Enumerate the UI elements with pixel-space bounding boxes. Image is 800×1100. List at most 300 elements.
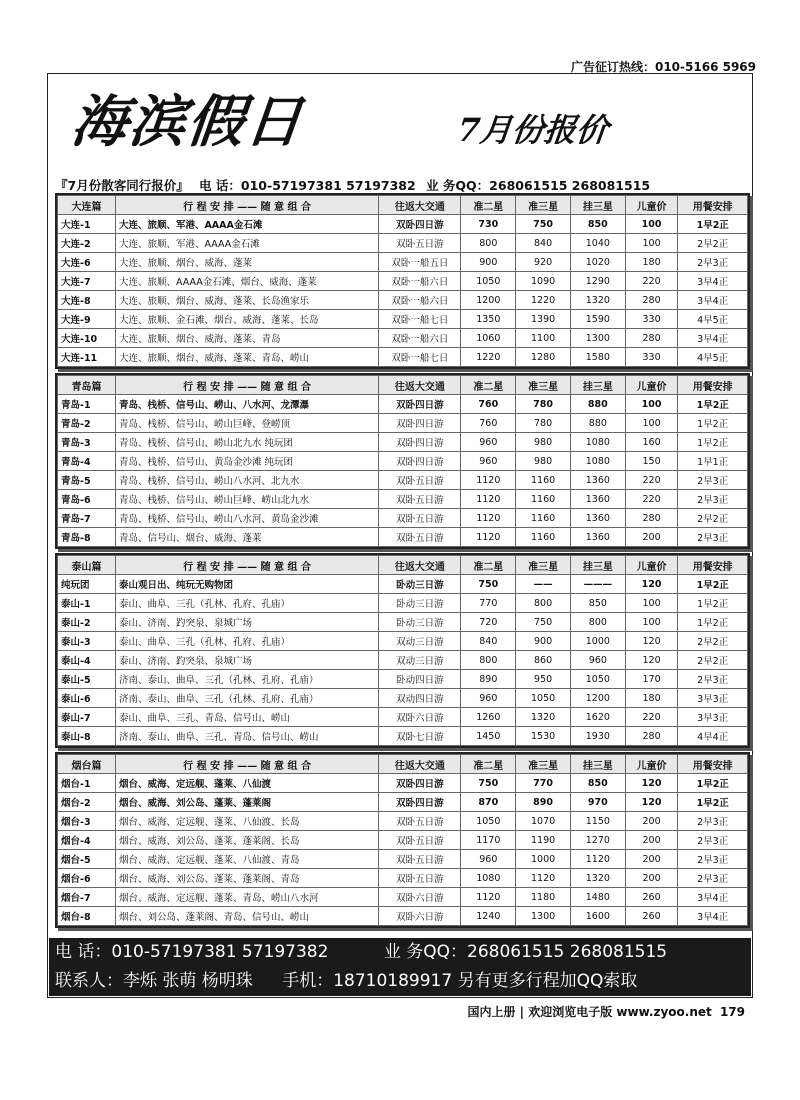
route-text: 大连、旅顺、烟台、威海、蓬莱、青岛	[115, 329, 378, 348]
price-2star: 890	[461, 670, 516, 689]
section-table	[55, 193, 750, 369]
table-row	[58, 774, 748, 793]
route-text: 青岛、栈桥、信号山、崂山八水河、北九水	[115, 471, 378, 490]
arrange-header: 行 程 安 排 —— 随 意 组 合	[115, 556, 378, 575]
section-name: 泰山篇	[58, 556, 116, 575]
header-meal: 用餐安排	[678, 755, 748, 774]
price-3star: 1070	[516, 812, 571, 831]
price-listed-3star: 850	[570, 774, 625, 793]
header-p2: 准二星	[461, 755, 516, 774]
route-code: 大连-11	[58, 348, 116, 367]
route-code: 青岛-8	[58, 528, 116, 547]
meal-cell: 2早2正	[678, 234, 748, 253]
brand-title: 海滨假日	[68, 89, 308, 155]
header-p2: 准二星	[461, 196, 516, 215]
table-row	[58, 708, 748, 727]
price-2star: 960	[461, 452, 516, 471]
table-row	[58, 632, 748, 651]
price-listed-3star: 1050	[570, 670, 625, 689]
child-price: 100	[625, 594, 678, 613]
child-price: 220	[625, 272, 678, 291]
child-price: 120	[625, 651, 678, 670]
traffic-cell: 双卧五日游	[379, 490, 461, 509]
route-code: 烟台-4	[58, 831, 116, 850]
route-text: 济南、泰山、曲阜、三孔（孔林、孔府、孔庙）	[115, 689, 378, 708]
table-row	[58, 215, 748, 234]
table-row	[58, 509, 748, 528]
price-2star: 720	[461, 613, 516, 632]
route-code: 大连-6	[58, 253, 116, 272]
meal-cell: 3早4正	[678, 888, 748, 907]
price-2star: 760	[461, 395, 516, 414]
child-price: 260	[625, 888, 678, 907]
meal-cell: 2早3正	[678, 869, 748, 888]
child-price: 200	[625, 831, 678, 850]
child-price: 120	[625, 575, 678, 594]
route-text: 泰山、济南、趵突泉、泉城广场	[115, 613, 378, 632]
header-meal: 用餐安排	[678, 556, 748, 575]
price-3star: 980	[516, 452, 571, 471]
contact-phone: 电 话：010-57197381 57197382	[199, 178, 416, 193]
route-code: 大连-2	[58, 234, 116, 253]
price-listed-3star: 1040	[570, 234, 625, 253]
traffic-cell: 双卧六日游	[379, 888, 461, 907]
route-text: 青岛、栈桥、信号山、崂山巨峰、崂山北九水	[115, 490, 378, 509]
price-listed-3star: 1150	[570, 812, 625, 831]
section-name: 烟台篇	[58, 755, 116, 774]
route-text: 烟台、威海、刘公岛、蓬莱、蓬莱阁、青岛	[115, 869, 378, 888]
child-price: 220	[625, 490, 678, 509]
price-3star: 1160	[516, 509, 571, 528]
traffic-cell: 双卧四日游	[379, 774, 461, 793]
price-2star: 960	[461, 850, 516, 869]
price-3star: 770	[516, 774, 571, 793]
route-text: 烟台、威海、定远舰、蓬莱、八仙渡	[115, 774, 378, 793]
price-3star: 900	[516, 632, 571, 651]
price-2star: 800	[461, 651, 516, 670]
header-p2: 准二星	[461, 556, 516, 575]
route-text: 大连、旅顺、烟台、威海、蓬莱、青岛、崂山	[115, 348, 378, 367]
price-listed-3star: 1590	[570, 310, 625, 329]
price-listed-3star: 960	[570, 651, 625, 670]
header-p3: 准三星	[516, 196, 571, 215]
price-2star: 1450	[461, 727, 516, 746]
table-row	[58, 850, 748, 869]
route-text: 烟台、威海、定远舰、蓬莱、八仙渡、青岛	[115, 850, 378, 869]
traffic-cell: 双卧五日游	[379, 869, 461, 888]
section-table	[55, 373, 750, 549]
meal-cell: 4早5正	[678, 310, 748, 329]
route-text: 青岛、信号山、烟台、威海、蓬莱	[115, 528, 378, 547]
price-listed-3star: 1320	[570, 291, 625, 310]
header-p2: 准二星	[461, 376, 516, 395]
traffic-cell: 双卧四日游	[379, 215, 461, 234]
price-listed-3star: 800	[570, 613, 625, 632]
table-row	[58, 414, 748, 433]
contact-bar	[55, 176, 745, 194]
header-pg: 挂三星	[570, 196, 625, 215]
price-2star: 1240	[461, 907, 516, 926]
route-text: 大连、旅顺、军港、AAAA金石滩	[115, 215, 378, 234]
price-2star: 960	[461, 689, 516, 708]
price-3star: 750	[516, 215, 571, 234]
route-text: 泰山观日出、纯玩无购物团	[115, 575, 378, 594]
price-3star: 890	[516, 793, 571, 812]
price-listed-3star: 850	[570, 215, 625, 234]
meal-cell: 3早3正	[678, 708, 748, 727]
child-price: 280	[625, 329, 678, 348]
meal-cell: 2早2正	[678, 632, 748, 651]
price-listed-3star: 1320	[570, 869, 625, 888]
route-text: 泰山、济南、趵突泉、泉城广场	[115, 651, 378, 670]
price-listed-3star: 1930	[570, 727, 625, 746]
header-p3: 准三星	[516, 556, 571, 575]
price-2star: 1050	[461, 812, 516, 831]
price-2star: 730	[461, 215, 516, 234]
price-3star: 1280	[516, 348, 571, 367]
table-row	[58, 613, 748, 632]
price-3star: 800	[516, 594, 571, 613]
meal-cell: 2早3正	[678, 812, 748, 831]
price-2star: 1220	[461, 348, 516, 367]
meal-cell: 2早3正	[678, 471, 748, 490]
child-price: 280	[625, 509, 678, 528]
footer-text: 国内上册 | 欢迎浏览电子版 www.zyoo.net	[467, 1005, 712, 1019]
price-listed-3star: 850	[570, 594, 625, 613]
table-row	[58, 329, 748, 348]
meal-cell: 3早4正	[678, 329, 748, 348]
price-2star: 1120	[461, 471, 516, 490]
table-row	[58, 348, 748, 367]
price-listed-3star: 1080	[570, 433, 625, 452]
traffic-cell: 卧动三日游	[379, 594, 461, 613]
route-code: 泰山-7	[58, 708, 116, 727]
child-price: 100	[625, 414, 678, 433]
table-row	[58, 831, 748, 850]
child-price: 120	[625, 632, 678, 651]
route-code: 泰山-3	[58, 632, 116, 651]
price-2star: 770	[461, 594, 516, 613]
section-table	[55, 553, 750, 748]
price-2star: 900	[461, 253, 516, 272]
child-price: 100	[625, 395, 678, 414]
meal-cell: 3早3正	[678, 689, 748, 708]
price-2star: 1120	[461, 888, 516, 907]
page-footer	[464, 1003, 746, 1020]
traffic-cell: 双卧四日游	[379, 452, 461, 471]
route-text: 大连、旅顺、AAAA金石滩、烟台、威海、蓬莱	[115, 272, 378, 291]
price-3star: 1390	[516, 310, 571, 329]
price-listed-3star: 1020	[570, 253, 625, 272]
meal-cell: 2早3正	[678, 253, 748, 272]
arrange-header: 行 程 安 排 —— 随 意 组 合	[115, 196, 378, 215]
table-row	[58, 528, 748, 547]
section-name: 大连篇	[58, 196, 116, 215]
arrange-header: 行 程 安 排 —— 随 意 组 合	[115, 755, 378, 774]
header-traffic: 往返大交通	[379, 376, 461, 395]
traffic-cell: 双卧七日游	[379, 727, 461, 746]
meal-cell: 1早2正	[678, 215, 748, 234]
meal-cell: 4早4正	[678, 727, 748, 746]
price-3star: 780	[516, 395, 571, 414]
child-price: 100	[625, 613, 678, 632]
header-pg: 挂三星	[570, 755, 625, 774]
route-code: 大连-7	[58, 272, 116, 291]
price-3star: 1000	[516, 850, 571, 869]
header-p3: 准三星	[516, 376, 571, 395]
route-code: 泰山-2	[58, 613, 116, 632]
header-traffic: 往返大交通	[379, 755, 461, 774]
price-2star: 750	[461, 774, 516, 793]
child-price: 200	[625, 812, 678, 831]
table-row	[58, 452, 748, 471]
table-row	[58, 869, 748, 888]
price-3star: 840	[516, 234, 571, 253]
meal-cell: 2早3正	[678, 490, 748, 509]
route-code: 泰山-4	[58, 651, 116, 670]
traffic-cell: 双卧一船五日	[379, 253, 461, 272]
price-3star: 1160	[516, 490, 571, 509]
table-row	[58, 651, 748, 670]
price-2star: 800	[461, 234, 516, 253]
child-price: 100	[625, 215, 678, 234]
meal-cell: 1早2正	[678, 793, 748, 812]
bottom-mobile: 手机：18710189917 另有更多行程加QQ索取	[282, 971, 638, 991]
price-3star: 1160	[516, 528, 571, 547]
meal-cell: 3早4正	[678, 291, 748, 310]
meal-cell: 1早1正	[678, 452, 748, 471]
price-listed-3star: 1080	[570, 452, 625, 471]
route-text: 青岛、栈桥、信号山、崂山巨峰、登崂顶	[115, 414, 378, 433]
route-code: 烟台-6	[58, 869, 116, 888]
meal-cell: 3早4正	[678, 272, 748, 291]
route-code: 纯玩团	[58, 575, 116, 594]
traffic-cell: 双动三日游	[379, 632, 461, 651]
child-price: 330	[625, 310, 678, 329]
price-3star: 1320	[516, 708, 571, 727]
price-listed-3star: 1600	[570, 907, 625, 926]
traffic-cell: 双卧一船七日	[379, 310, 461, 329]
route-text: 烟台、威海、刘公岛、蓬莱、蓬莱阁、长岛	[115, 831, 378, 850]
contact-label: 『7月份散客同行报价』	[55, 178, 189, 193]
price-3star: 1120	[516, 869, 571, 888]
route-code: 青岛-3	[58, 433, 116, 452]
price-3star: 1220	[516, 291, 571, 310]
route-code: 大连-10	[58, 329, 116, 348]
header-meal: 用餐安排	[678, 376, 748, 395]
meal-cell: 1早2正	[678, 575, 748, 594]
contact-qq: 业 务QQ：268061515 268081515	[426, 178, 651, 193]
meal-cell: 1早2正	[678, 594, 748, 613]
table-row	[58, 670, 748, 689]
meal-cell: 2早3正	[678, 528, 748, 547]
traffic-cell: 双卧五日游	[379, 234, 461, 253]
route-code: 青岛-7	[58, 509, 116, 528]
bottom-contact-bar	[49, 938, 751, 996]
price-listed-3star: 1360	[570, 509, 625, 528]
meal-cell: 1早2正	[678, 613, 748, 632]
header-pg: 挂三星	[570, 376, 625, 395]
table-row	[58, 575, 748, 594]
traffic-cell: 双卧五日游	[379, 831, 461, 850]
meal-cell: 1早2正	[678, 414, 748, 433]
price-3star: 1100	[516, 329, 571, 348]
price-3star: 860	[516, 651, 571, 670]
traffic-cell: 卧动四日游	[379, 670, 461, 689]
price-3star: 980	[516, 433, 571, 452]
price-3star: 780	[516, 414, 571, 433]
traffic-cell: 双卧一船七日	[379, 348, 461, 367]
price-3star: 1050	[516, 689, 571, 708]
traffic-cell: 双卧一船六日	[379, 291, 461, 310]
price-2star: 750	[461, 575, 516, 594]
route-text: 青岛、栈桥、信号山、崂山八水河、黄岛金沙滩	[115, 509, 378, 528]
table-row	[58, 793, 748, 812]
price-2star: 1350	[461, 310, 516, 329]
price-listed-3star: 1290	[570, 272, 625, 291]
price-listed-3star: ———	[570, 575, 625, 594]
route-text: 泰山、曲阜、三孔（孔林、孔府、孔庙）	[115, 594, 378, 613]
section-table	[55, 752, 750, 928]
table-row	[58, 907, 748, 926]
child-price: 220	[625, 471, 678, 490]
route-code: 青岛-5	[58, 471, 116, 490]
route-text: 青岛、栈桥、信号山、黄岛金沙滩 纯玩团	[115, 452, 378, 471]
price-listed-3star: 970	[570, 793, 625, 812]
table-row	[58, 471, 748, 490]
meal-cell: 2早3正	[678, 850, 748, 869]
route-text: 烟台、威海、刘公岛、蓬莱、蓬莱阁	[115, 793, 378, 812]
meal-cell: 2早3正	[678, 831, 748, 850]
table-row	[58, 490, 748, 509]
child-price: 120	[625, 774, 678, 793]
child-price: 200	[625, 869, 678, 888]
price-2star: 1120	[461, 509, 516, 528]
route-code: 青岛-2	[58, 414, 116, 433]
table-row	[58, 234, 748, 253]
price-listed-3star: 1270	[570, 831, 625, 850]
price-2star: 1260	[461, 708, 516, 727]
price-listed-3star: 1360	[570, 490, 625, 509]
route-text: 济南、泰山、曲阜、三孔（孔林、孔府、孔庙）	[115, 670, 378, 689]
header-child: 儿童价	[625, 196, 678, 215]
traffic-cell: 双卧六日游	[379, 907, 461, 926]
traffic-cell: 双卧五日游	[379, 528, 461, 547]
child-price: 280	[625, 291, 678, 310]
traffic-cell: 双卧五日游	[379, 812, 461, 831]
route-code: 泰山-6	[58, 689, 116, 708]
route-text: 烟台、刘公岛、蓬莱阁、青岛、信号山、崂山	[115, 907, 378, 926]
route-text: 大连、旅顺、烟台、威海、蓬莱	[115, 253, 378, 272]
traffic-cell: 双卧六日游	[379, 708, 461, 727]
table-row	[58, 433, 748, 452]
traffic-cell: 双卧五日游	[379, 850, 461, 869]
price-3star: 1180	[516, 888, 571, 907]
traffic-cell: 卧动三日游	[379, 613, 461, 632]
header-p3: 准三星	[516, 755, 571, 774]
route-code: 青岛-1	[58, 395, 116, 414]
route-code: 大连-1	[58, 215, 116, 234]
route-code: 泰山-1	[58, 594, 116, 613]
price-2star: 760	[461, 414, 516, 433]
price-3star: 1300	[516, 907, 571, 926]
meal-cell: 3早4正	[678, 907, 748, 926]
price-3star: 750	[516, 613, 571, 632]
route-code: 烟台-7	[58, 888, 116, 907]
price-listed-3star: 880	[570, 395, 625, 414]
meal-cell: 2早3正	[678, 670, 748, 689]
price-listed-3star: 1000	[570, 632, 625, 651]
bottom-qq: 业 务QQ：268061515 268081515	[383, 942, 668, 962]
route-text: 泰山、曲阜、三孔（孔林、孔府、孔庙）	[115, 632, 378, 651]
traffic-cell: 双卧四日游	[379, 414, 461, 433]
table-row	[58, 727, 748, 746]
traffic-cell: 双卧一船六日	[379, 272, 461, 291]
traffic-cell: 双动三日游	[379, 651, 461, 670]
price-listed-3star: 880	[570, 414, 625, 433]
header-meal: 用餐安排	[678, 196, 748, 215]
header-child: 儿童价	[625, 556, 678, 575]
child-price: 200	[625, 528, 678, 547]
price-listed-3star: 1360	[570, 471, 625, 490]
route-code: 大连-8	[58, 291, 116, 310]
traffic-cell: 双卧五日游	[379, 471, 461, 490]
meal-cell: 1早2正	[678, 433, 748, 452]
route-code: 青岛-6	[58, 490, 116, 509]
child-price: 150	[625, 452, 678, 471]
header-traffic: 往返大交通	[379, 196, 461, 215]
route-text: 泰山、曲阜、三孔、青岛、信号山、崂山	[115, 708, 378, 727]
table-row	[58, 291, 748, 310]
table-row	[58, 310, 748, 329]
route-text: 青岛、栈桥、信号山、崂山、八水河、龙潭瀑	[115, 395, 378, 414]
route-code: 烟台-8	[58, 907, 116, 926]
table-row	[58, 888, 748, 907]
child-price: 180	[625, 689, 678, 708]
traffic-cell: 双卧四日游	[379, 433, 461, 452]
traffic-cell: 卧动三日游	[379, 575, 461, 594]
table-row	[58, 395, 748, 414]
route-code: 大连-9	[58, 310, 116, 329]
price-2star: 1200	[461, 291, 516, 310]
meal-cell: 2早2正	[678, 651, 748, 670]
price-3star: ——	[516, 575, 571, 594]
price-3star: 1160	[516, 471, 571, 490]
route-code: 青岛-4	[58, 452, 116, 471]
traffic-cell: 双卧四日游	[379, 395, 461, 414]
table-row	[58, 594, 748, 613]
route-text: 青岛、栈桥、信号山、崂山北九水 纯玩团	[115, 433, 378, 452]
price-listed-3star: 1580	[570, 348, 625, 367]
child-price: 120	[625, 793, 678, 812]
meal-cell: 1早2正	[678, 774, 748, 793]
price-listed-3star: 1360	[570, 528, 625, 547]
price-3star: 1190	[516, 831, 571, 850]
price-2star: 1120	[461, 490, 516, 509]
price-2star: 1050	[461, 272, 516, 291]
price-2star: 1120	[461, 528, 516, 547]
child-price: 220	[625, 708, 678, 727]
price-listed-3star: 1300	[570, 329, 625, 348]
route-text: 烟台、威海、定远舰、蓬莱、八仙渡、长岛	[115, 812, 378, 831]
price-listed-3star: 1120	[570, 850, 625, 869]
route-text: 烟台、威海、定远舰、蓬莱、青岛、崂山八水河	[115, 888, 378, 907]
child-price: 100	[625, 234, 678, 253]
bottom-contacts: 联系人：李烁 张萌 杨明珠	[55, 971, 253, 991]
price-3star: 1090	[516, 272, 571, 291]
route-text: 济南、泰山、曲阜、三孔、青岛、信号山、崂山	[115, 727, 378, 746]
traffic-cell: 双卧一船六日	[379, 329, 461, 348]
